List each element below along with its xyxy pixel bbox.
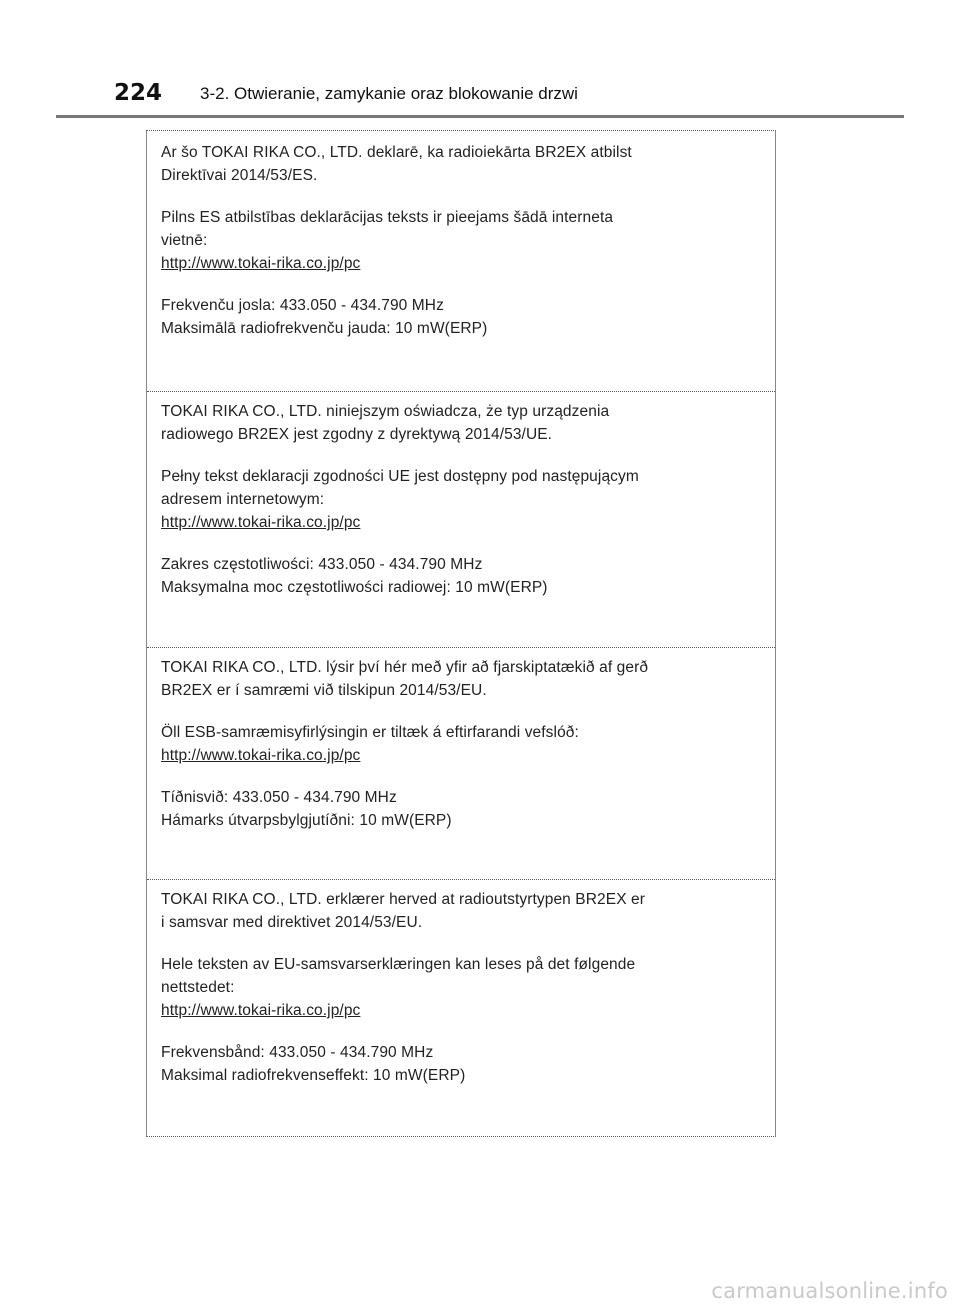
- declaration-block-icelandic: [147, 648, 775, 880]
- max-power: Hámarks útvarpsbylgjutíðni: 10 mW(ERP): [161, 812, 452, 829]
- declaration-line: Ar šo TOKAI RIKA CO., LTD. deklarē, ka radioiekārta BR2EX atbilst: [161, 144, 632, 161]
- availability-line: Hele teksten av EU-samsvarserklæringen kan leses på det følgende: [161, 956, 636, 973]
- declaration-line: BR2EX er í samræmi við tilskipun 2014/53/EU.: [161, 682, 487, 699]
- declaration-url-link[interactable]: http://www.tokai-rika.co.jp/pc: [161, 1002, 361, 1019]
- declaration-url-link[interactable]: http://www.tokai-rika.co.jp/pc: [161, 255, 361, 272]
- declaration-url-link[interactable]: http://www.tokai-rika.co.jp/pc: [161, 514, 361, 531]
- declaration-block-polish: [147, 392, 775, 648]
- availability-line: nettstedet:: [161, 979, 235, 996]
- availability-line: Öll ESB-samræmisyfirlýsingin er tiltæk á eftirfarandi vefslóð:: [161, 724, 579, 741]
- availability-line: vietnē:: [161, 232, 208, 249]
- max-power: Maksimal radiofrekvenseffekt: 10 mW(ERP): [161, 1067, 466, 1084]
- declaration-line: TOKAI RIKA CO., LTD. niniejszym oświadcza, że typ urządzenia: [161, 403, 610, 420]
- header-divider: [56, 115, 904, 118]
- availability-line: adresem internetowym:: [161, 491, 325, 508]
- availability-line: Pełny tekst deklaracji zgodności UE jest dostępny pod następującym: [161, 468, 639, 485]
- declaration-line: radiowego BR2EX jest zgodny z dyrektywą 2014/53/UE.: [161, 426, 553, 443]
- page-number: 224: [114, 80, 163, 106]
- frequency-band: Zakres częstotliwości: 433.050 - 434.790 MHz: [161, 556, 483, 573]
- declaration-table: [146, 130, 776, 1137]
- declaration-line: TOKAI RIKA CO., LTD. lýsir því hér með yfir að fjarskiptatækið af gerð: [161, 659, 649, 676]
- max-power: Maksymalna moc częstotliwości radiowej: 10 mW(ERP): [161, 579, 548, 596]
- frequency-band: Tíðnisvið: 433.050 - 434.790 MHz: [161, 789, 397, 806]
- declaration-block-latvian: [147, 131, 775, 392]
- frequency-band: Frekvenču josla: 433.050 - 434.790 MHz: [161, 297, 444, 314]
- declaration-line: Direktīvai 2014/53/ES.: [161, 167, 318, 184]
- section-title: 3-2. Otwieranie, zamykanie oraz blokowanie drzwi: [200, 84, 578, 103]
- frequency-band: Frekvensbånd: 433.050 - 434.790 MHz: [161, 1044, 434, 1061]
- declaration-block-norwegian: [147, 880, 775, 1136]
- declaration-url-link[interactable]: http://www.tokai-rika.co.jp/pc: [161, 747, 361, 764]
- max-power: Maksimālā radiofrekvenču jauda: 10 mW(ERP): [161, 320, 488, 337]
- declaration-line: TOKAI RIKA CO., LTD. erklærer herved at radioutstyrtypen BR2EX er: [161, 891, 646, 908]
- page-header: [0, 0, 960, 120]
- availability-line: Pilns ES atbilstības deklarācijas teksts ir pieejams šādā interneta: [161, 209, 614, 226]
- declaration-line: i samsvar med direktivet 2014/53/EU.: [161, 914, 423, 931]
- watermark-text: carmanualsonline.info: [711, 1279, 948, 1303]
